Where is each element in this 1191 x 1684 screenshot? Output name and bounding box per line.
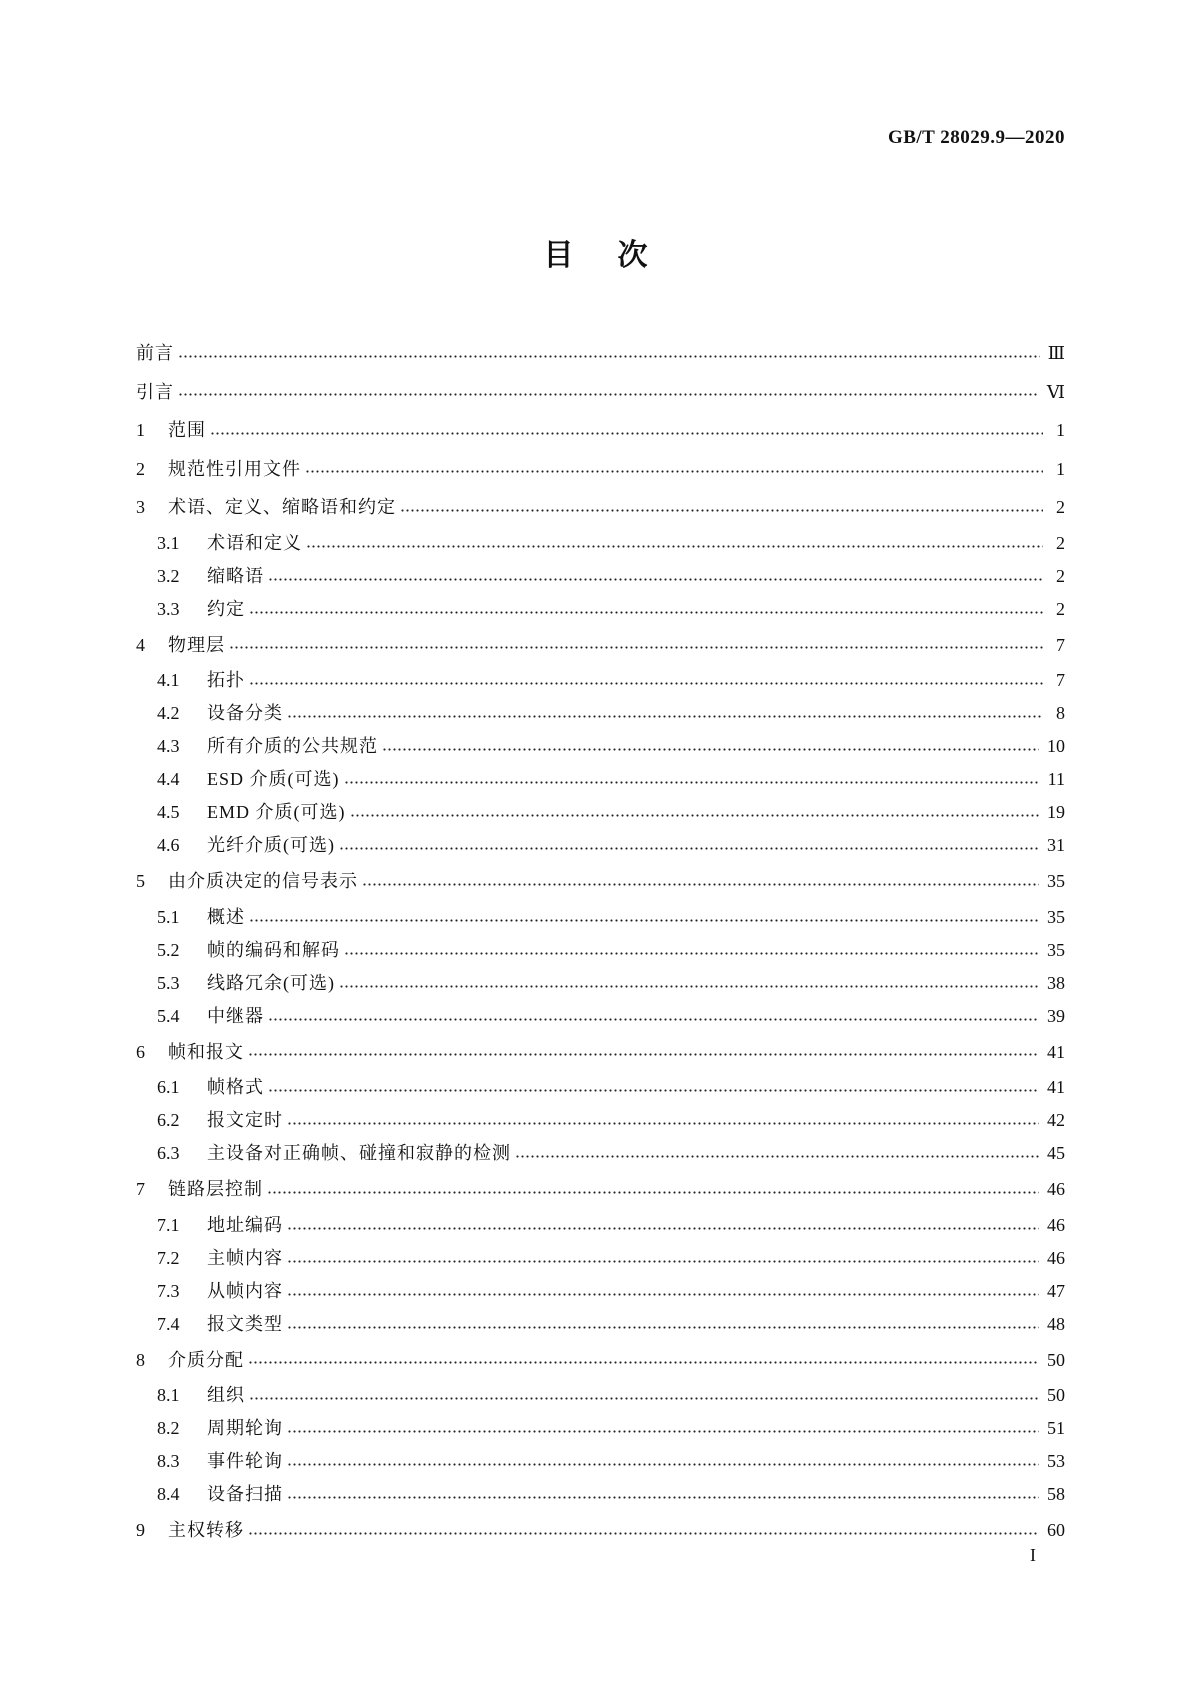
toc-entry-page: 39	[1047, 1005, 1065, 1026]
toc-entry-label: 范围	[168, 420, 206, 440]
dot-leader	[268, 578, 1043, 581]
dot-leader	[344, 781, 1040, 784]
toc-entry[interactable]	[136, 1242, 1065, 1275]
toc-entry[interactable]	[136, 796, 1065, 829]
dot-leader	[178, 355, 1040, 358]
dot-leader	[339, 985, 1039, 988]
toc-entry-page: 50	[1047, 1385, 1065, 1405]
toc-entry-page: 48	[1047, 1313, 1065, 1334]
toc-entry-page: 46	[1047, 1214, 1065, 1235]
toc-entry-page: 46	[1047, 1179, 1065, 1199]
dot-leader	[249, 919, 1039, 922]
dot-leader	[400, 509, 1043, 512]
dot-leader	[287, 1260, 1039, 1263]
toc-entry-page: 50	[1047, 1349, 1065, 1370]
toc-entry[interactable]	[136, 560, 1065, 593]
toc-entry-page: 41	[1047, 1041, 1065, 1062]
toc-entry-label: 帧和报文	[168, 1041, 244, 1062]
toc-entry[interactable]	[136, 829, 1065, 862]
toc-entry-label: 帧的编码和解码	[207, 939, 340, 960]
toc-entry-number: 7.3	[157, 1280, 180, 1301]
toc-entry-page: Ⅲ	[1047, 343, 1065, 363]
toc-entry-number: 5.2	[157, 939, 180, 960]
toc-entry-number: 3.1	[157, 532, 180, 553]
toc-entry[interactable]	[136, 450, 1065, 489]
toc-entry[interactable]	[136, 862, 1065, 901]
page-number: I	[1030, 1545, 1036, 1565]
dot-leader	[287, 1496, 1039, 1499]
dot-leader	[344, 952, 1039, 955]
toc-entry[interactable]	[136, 1341, 1065, 1380]
dot-leader	[178, 393, 1039, 396]
dot-leader	[287, 1227, 1039, 1230]
toc-entry-page: 53	[1047, 1451, 1065, 1471]
toc-entry-number: 8.3	[157, 1451, 180, 1471]
toc-entry-number: 8.1	[157, 1385, 180, 1405]
toc-entry-page: 45	[1047, 1143, 1065, 1163]
toc-entry-label: 帧格式	[207, 1077, 264, 1097]
toc-entry[interactable]	[136, 1071, 1065, 1104]
toc-entry-number: 7.4	[157, 1313, 180, 1334]
toc-entry-label: 设备分类	[207, 703, 283, 723]
toc-entry-number: 4.2	[157, 703, 180, 723]
dot-leader	[287, 1326, 1039, 1329]
toc-entry[interactable]	[136, 730, 1065, 763]
toc-entry-label: 前言	[136, 343, 174, 363]
toc-entry-number: 5	[136, 871, 145, 891]
toc-entry-page: 35	[1047, 906, 1065, 927]
toc-entry-number: 6.2	[157, 1110, 180, 1130]
toc-entry[interactable]	[136, 1412, 1065, 1445]
toc-entry[interactable]	[136, 934, 1065, 967]
toc-entry[interactable]	[136, 697, 1065, 730]
toc-entry-number: 7	[136, 1179, 145, 1199]
toc-entry[interactable]	[136, 334, 1065, 373]
toc-entry[interactable]	[136, 1308, 1065, 1341]
toc-entry[interactable]	[136, 763, 1065, 796]
toc-entry[interactable]	[136, 967, 1065, 1000]
toc-entry-page: 35	[1047, 871, 1065, 891]
toc-entry[interactable]	[136, 901, 1065, 934]
toc-entry-label: 拓扑	[207, 670, 245, 690]
dot-leader	[248, 1532, 1039, 1535]
toc-entry-number: 4.6	[157, 835, 180, 855]
toc-entry-label: 主帧内容	[207, 1247, 283, 1268]
toc-entry-label: 概述	[207, 906, 245, 927]
dot-leader	[287, 1293, 1039, 1296]
toc-entry-label: 组织	[207, 1385, 245, 1405]
toc-entry-number: 1	[136, 420, 145, 440]
toc-entry-page: 2	[1056, 565, 1065, 586]
toc-entry-page: 2	[1056, 598, 1065, 619]
toc-entry[interactable]	[136, 1511, 1065, 1550]
toc-entry-number: 4.3	[157, 736, 180, 756]
dot-leader	[268, 1089, 1039, 1092]
toc-entry-label: 光纤介质(可选)	[207, 835, 335, 855]
toc-entry-label: 引言	[136, 381, 174, 402]
dot-leader	[306, 545, 1043, 548]
toc-entry-label: 缩略语	[207, 565, 264, 586]
toc-entry-page: 42	[1047, 1110, 1065, 1130]
toc-entry[interactable]	[136, 1275, 1065, 1308]
toc-entry-label: ESD 介质(可选)	[207, 769, 340, 789]
toc-entry-label: 报文定时	[207, 1110, 283, 1130]
toc-entry-page: Ⅵ	[1046, 381, 1065, 402]
dot-leader	[210, 432, 1043, 435]
toc-entry[interactable]	[136, 1000, 1065, 1033]
dot-leader	[515, 1155, 1039, 1158]
toc-entry[interactable]	[136, 488, 1065, 527]
toc-entry-label: 所有介质的公共规范	[207, 736, 378, 756]
dot-leader	[287, 1430, 1039, 1433]
toc-entry-page: 11	[1047, 769, 1065, 789]
toc-entry-page: 1	[1056, 420, 1065, 440]
toc-entry[interactable]	[136, 1104, 1065, 1137]
title-char: 目	[543, 239, 574, 272]
dot-leader	[248, 1361, 1039, 1364]
toc-entry-label: 中继器	[207, 1005, 264, 1026]
toc-entry[interactable]	[136, 527, 1065, 560]
toc-entry-label: 由介质决定的信号表示	[168, 871, 358, 891]
toc-entry-page: 47	[1047, 1280, 1065, 1301]
toc-entry-page: 60	[1047, 1520, 1065, 1540]
dot-leader	[229, 646, 1043, 649]
toc-entry-page: 10	[1047, 736, 1065, 756]
toc-entry-number: 8.4	[157, 1484, 180, 1504]
toc-entry-number: 3.2	[157, 565, 180, 586]
toc-entry[interactable]	[136, 411, 1065, 450]
toc-entry-number: 6	[136, 1041, 145, 1062]
toc-entry-label: 地址编码	[207, 1214, 283, 1235]
toc-entry-page: 8	[1056, 703, 1065, 723]
toc-entry-number: 6.3	[157, 1143, 180, 1163]
toc-entry-number: 7.1	[157, 1214, 180, 1235]
standard-number: GB/T 28029.9—2020	[887, 127, 1065, 148]
toc-entry-label: 规范性引用文件	[168, 458, 301, 479]
title-char: 次	[617, 239, 648, 272]
dot-leader	[268, 1018, 1039, 1021]
toc-entry[interactable]	[136, 664, 1065, 697]
toc-entry-page: 31	[1047, 835, 1065, 855]
dot-leader	[248, 1053, 1039, 1056]
dot-leader	[249, 682, 1043, 685]
toc-entry-page: 46	[1047, 1247, 1065, 1268]
dot-leader	[249, 1397, 1039, 1400]
toc-entry-label: 报文类型	[207, 1313, 283, 1334]
toc-entry-page: 51	[1047, 1418, 1065, 1438]
dot-leader	[287, 715, 1043, 718]
toc-entry-label: 周期轮询	[207, 1418, 283, 1438]
toc-entry-label: 事件轮询	[207, 1451, 283, 1471]
toc-entry-number: 4	[136, 634, 145, 655]
toc-entry[interactable]	[136, 1478, 1065, 1511]
toc-entry-page: 2	[1056, 497, 1065, 517]
toc-entry-page: 19	[1047, 802, 1065, 822]
toc-entry-number: 8	[136, 1349, 145, 1370]
toc-entry-number: 7.2	[157, 1247, 180, 1268]
toc-entry-label: 从帧内容	[207, 1280, 283, 1301]
toc-entry-label: 术语和定义	[207, 532, 302, 553]
toc-entry-label: 约定	[207, 598, 245, 619]
toc-entry-label: 主权转移	[168, 1520, 244, 1540]
toc-entry-page: 35	[1047, 939, 1065, 960]
toc-entry-label: EMD 介质(可选)	[207, 802, 346, 822]
toc-entry[interactable]	[136, 1445, 1065, 1478]
toc-entry-page: 38	[1047, 972, 1065, 993]
toc-entry[interactable]	[136, 1209, 1065, 1242]
toc-entry[interactable]	[136, 373, 1065, 412]
toc-entry[interactable]	[136, 626, 1065, 665]
toc-entry-number: 4.4	[157, 769, 180, 789]
toc-entry-label: 介质分配	[168, 1349, 244, 1370]
dot-leader	[382, 748, 1039, 751]
dot-leader	[287, 1122, 1039, 1125]
dot-leader	[287, 1463, 1039, 1466]
toc-entry-number: 9	[136, 1520, 145, 1540]
toc-entry-label: 术语、定义、缩略语和约定	[168, 497, 396, 517]
toc-entry-number: 4.1	[157, 670, 180, 690]
toc-entry-label: 线路冗余(可选)	[207, 972, 335, 993]
toc-entry-page: 7	[1056, 634, 1065, 655]
dot-leader	[339, 847, 1039, 850]
toc-entry-number: 5.3	[157, 972, 180, 993]
dot-leader	[350, 814, 1040, 817]
toc-entry-label: 物理层	[168, 634, 225, 655]
dot-leader	[305, 470, 1043, 473]
toc-entry-page: 58	[1047, 1484, 1065, 1504]
toc-entry-page: 41	[1047, 1077, 1065, 1097]
toc-entry-label: 链路层控制	[168, 1179, 263, 1199]
toc-entry[interactable]	[136, 1170, 1065, 1209]
dot-leader	[267, 1191, 1039, 1194]
table-of-contents	[136, 334, 1065, 1550]
toc-entry-label: 主设备对正确帧、碰撞和寂静的检测	[207, 1143, 511, 1163]
toc-entry-page: 7	[1056, 670, 1065, 690]
toc-entry[interactable]	[136, 1379, 1065, 1412]
toc-entry-number: 2	[136, 458, 145, 479]
toc-entry-number: 6.1	[157, 1077, 180, 1097]
toc-entry[interactable]	[136, 593, 1065, 626]
toc-entry-number: 5.1	[157, 906, 180, 927]
toc-entry-page: 1	[1056, 458, 1065, 479]
dot-leader	[362, 883, 1039, 886]
toc-entry-page: 2	[1056, 532, 1065, 553]
dot-leader	[249, 611, 1043, 614]
toc-entry-number: 3	[136, 497, 145, 517]
toc-entry-label: 设备扫描	[207, 1484, 283, 1504]
toc-entry-number: 3.3	[157, 598, 180, 619]
toc-entry-number: 4.5	[157, 802, 180, 822]
toc-entry-number: 5.4	[157, 1005, 180, 1026]
toc-entry[interactable]	[136, 1033, 1065, 1072]
page-title	[0, 230, 1191, 274]
toc-entry-number: 8.2	[157, 1418, 180, 1438]
toc-entry[interactable]	[136, 1137, 1065, 1170]
